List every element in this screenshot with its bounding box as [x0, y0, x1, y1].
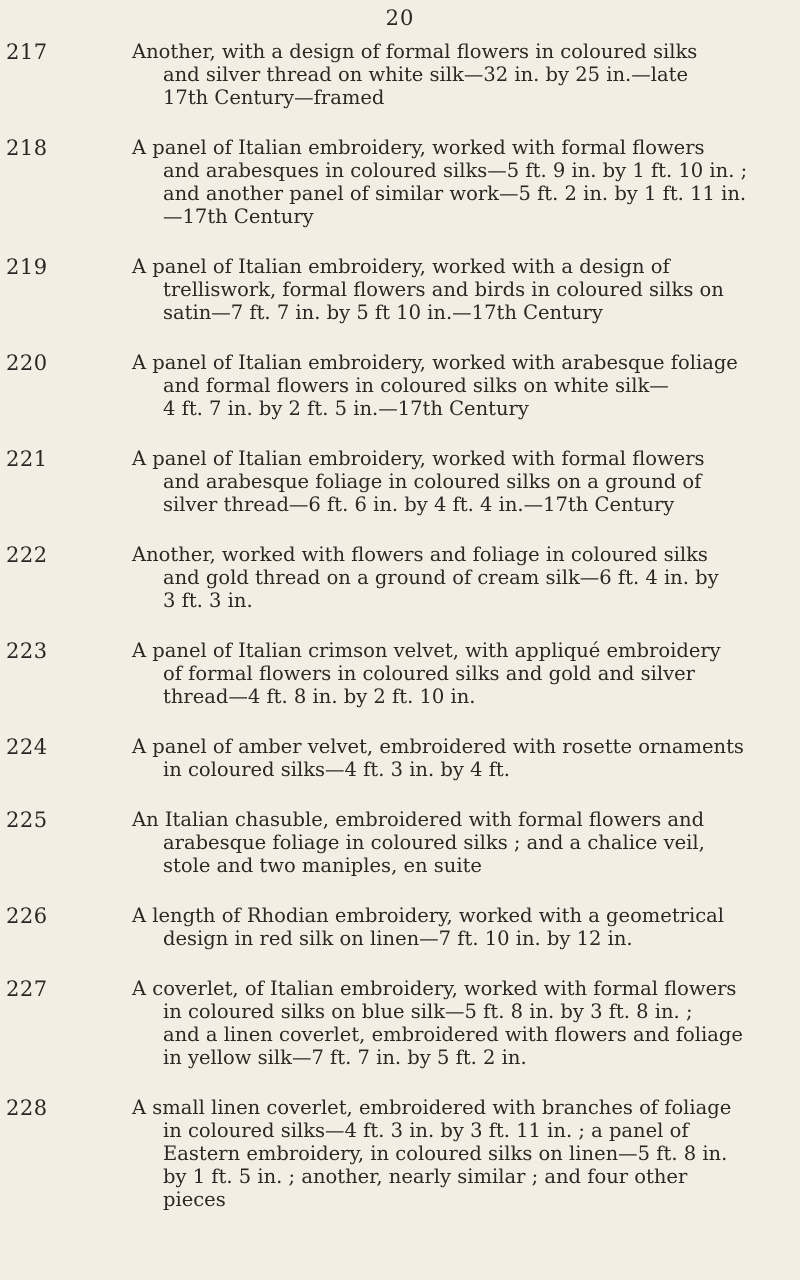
lot-description: [132, 904, 772, 950]
description-line: stole and two maniples, en suite: [163, 854, 482, 877]
lot-number: 222: [6, 543, 48, 567]
lot-entry: [0, 447, 800, 516]
description-line: Another, with a design of formal flowers in coloured silks: [132, 40, 698, 63]
description-line: 17th Century—framed: [163, 86, 385, 109]
lot-entry: [0, 136, 800, 228]
lot-entry: [0, 351, 800, 420]
lot-number: 217: [6, 40, 48, 64]
page-number: 20: [385, 6, 415, 30]
lot-entry: [0, 40, 800, 109]
lot-entry: [0, 543, 800, 612]
lot-entry: [0, 977, 800, 1069]
description-line: in coloured silks on blue silk—5 ft. 8 in. by 3 ft. 8 in. ;: [163, 1000, 693, 1023]
description-line: satin—7 ft. 7 in. by 5 ft 10 in.—17th Century: [163, 301, 603, 324]
lot-description: [132, 351, 772, 420]
lot-number: 219: [6, 255, 48, 279]
description-line: trelliswork, formal flowers and birds in coloured silks on: [163, 278, 724, 301]
description-line: A coverlet, of Italian embroidery, worked with formal flowers: [132, 977, 737, 1000]
description-line: silver thread—6 ft. 6 in. by 4 ft. 4 in.—17th Century: [163, 493, 675, 516]
description-line: An Italian chasuble, embroidered with formal flowers and: [132, 808, 705, 831]
lot-number: 220: [6, 351, 48, 375]
lot-description: [132, 136, 772, 228]
lot-entry: [0, 904, 800, 950]
description-line: 3 ft. 3 in.: [163, 589, 253, 612]
description-line: in coloured silks—4 ft. 3 in. by 4 ft.: [163, 758, 510, 781]
lot-number: 226: [6, 904, 48, 928]
description-line: and silver thread on white silk—32 in. by 25 in.—late: [163, 63, 688, 86]
lot-description: [132, 639, 772, 708]
lot-entry: [0, 639, 800, 708]
lot-description: [132, 808, 772, 877]
lot-description: [132, 255, 772, 324]
description-line: A panel of Italian embroidery, worked with arabesque foliage: [132, 351, 738, 374]
description-line: A length of Rhodian embroidery, worked with a geometrical: [132, 904, 725, 927]
lot-description: [132, 977, 772, 1069]
lot-description: [132, 447, 772, 516]
description-line: A panel of amber velvet, embroidered with rosette ornaments: [132, 735, 744, 758]
lot-number: 227: [6, 977, 48, 1001]
description-line: A panel of Italian crimson velvet, with appliqué embroidery: [132, 639, 721, 662]
description-line: Eastern embroidery, in coloured silks on linen—5 ft. 8 in.: [163, 1142, 728, 1165]
lot-number: 221: [6, 447, 48, 471]
description-line: Another, worked with flowers and foliage in coloured silks: [132, 543, 708, 566]
description-line: in coloured silks—4 ft. 3 in. by 3 ft. 11 in. ; a panel of: [163, 1119, 689, 1142]
description-line: and arabesque foliage in coloured silks on a ground of: [163, 470, 702, 493]
description-line: in yellow silk—7 ft. 7 in. by 5 ft. 2 in.: [163, 1046, 527, 1069]
description-line: thread—4 ft. 8 in. by 2 ft. 10 in.: [163, 685, 476, 708]
description-line: A panel of Italian embroidery, worked with a design of: [132, 255, 670, 278]
lot-entry: [0, 735, 800, 781]
lot-description: [132, 543, 772, 612]
lot-description: [132, 40, 772, 109]
description-line: 4 ft. 7 in. by 2 ft. 5 in.—17th Century: [163, 397, 529, 420]
lot-list: [0, 40, 800, 1211]
lot-entry: [0, 255, 800, 324]
lot-number: 224: [6, 735, 48, 759]
description-line: and formal flowers in coloured silks on white silk—: [163, 374, 669, 397]
description-line: A panel of Italian embroidery, worked with formal flowers: [132, 136, 705, 159]
description-line: pieces: [163, 1188, 226, 1211]
lot-number: 225: [6, 808, 48, 832]
description-line: by 1 ft. 5 in. ; another, nearly similar ; and four other: [163, 1165, 688, 1188]
lot-number: 223: [6, 639, 48, 663]
lot-entry: [0, 1096, 800, 1211]
description-line: of formal flowers in coloured silks and gold and silver: [163, 662, 695, 685]
lot-number: 228: [6, 1096, 48, 1120]
description-line: A panel of Italian embroidery, worked with formal flowers: [132, 447, 705, 470]
description-line: design in red silk on linen—7 ft. 10 in. by 12 in.: [163, 927, 633, 950]
description-line: —17th Century: [163, 205, 314, 228]
lot-number: 218: [6, 136, 48, 160]
description-line: and a linen coverlet, embroidered with flowers and foliage: [163, 1023, 743, 1046]
description-line: and gold thread on a ground of cream silk—6 ft. 4 in. by: [163, 566, 719, 589]
description-line: A small linen coverlet, embroidered with branches of foliage: [132, 1096, 732, 1119]
description-line: and another panel of similar work—5 ft. 2 in. by 1 ft. 11 in.: [163, 182, 747, 205]
lot-description: [132, 1096, 772, 1211]
lot-description: [132, 735, 772, 781]
lot-entry: [0, 808, 800, 877]
description-line: and arabesques in coloured silks—5 ft. 9 in. by 1 ft. 10 in. ;: [163, 159, 748, 182]
description-line: arabesque foliage in coloured silks ; and a chalice veil,: [163, 831, 705, 854]
